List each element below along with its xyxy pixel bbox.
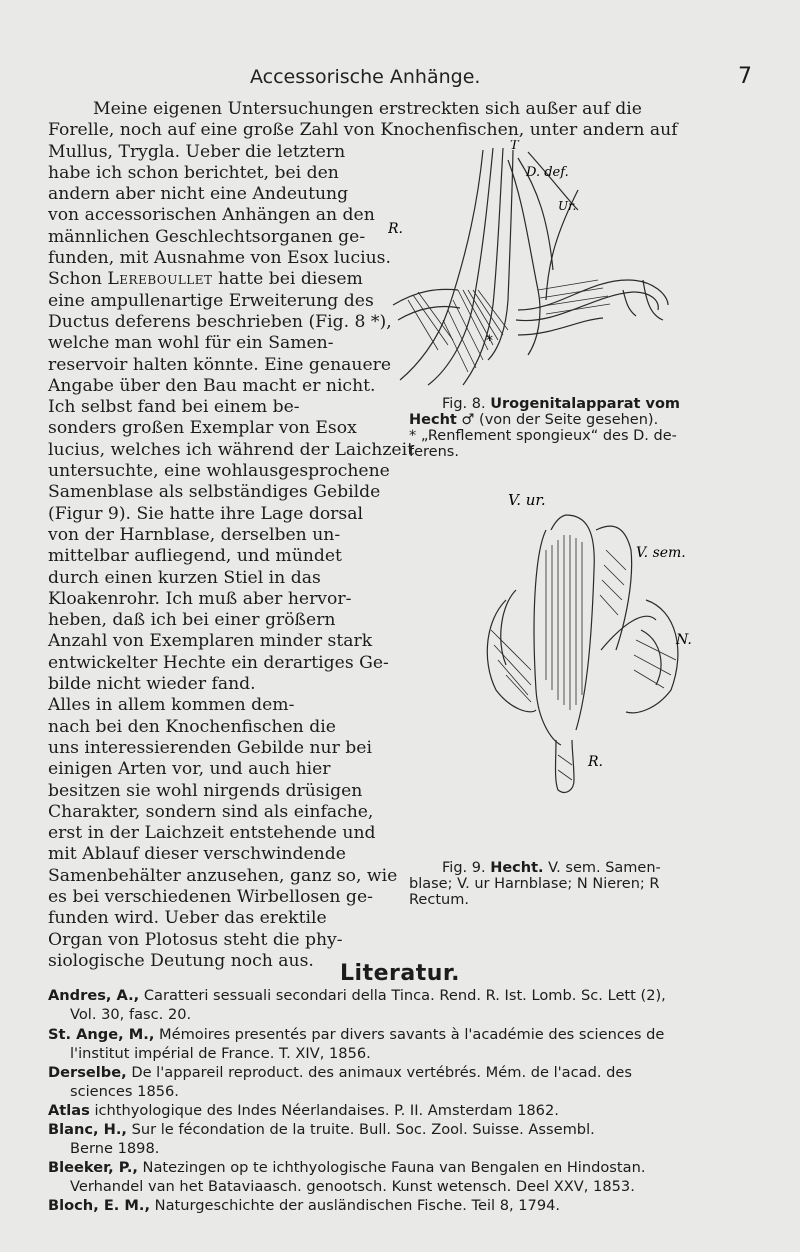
literature-author: St. Ange, M., <box>48 1026 155 1043</box>
page-header <box>0 62 800 96</box>
page-number: 7 <box>738 64 752 89</box>
figure-8-drawing <box>388 140 678 388</box>
body-line: (Figur 9). Sie hatte ihre Lage dorsal <box>48 503 363 524</box>
figure-9-caption-subject: Hecht. <box>490 860 544 876</box>
body-line: Kloakenrohr. Ich muß aber hervor- <box>48 588 352 609</box>
running-head: Accessorische Anhänge. <box>250 66 481 88</box>
body-line: besitzen sie wohl nirgends drüsigen <box>48 780 363 801</box>
body-line: Samenbehälter anzusehen, ganz so, wie <box>48 865 398 886</box>
literature-entry <box>48 1064 768 1101</box>
figure-8-caption-note: * „Renflement spongieux“ des D. de- <box>409 428 677 444</box>
author-name: Lereboullet <box>107 269 213 290</box>
figure-9-caption-text: V. sem. Samen- <box>543 860 661 876</box>
literature-text: Naturgeschichte der ausländischen Fische. Teil 8, 1794. <box>150 1197 561 1214</box>
literature-entry <box>48 987 768 1024</box>
body-line: reservoir halten könnte. Eine genauere <box>48 354 392 375</box>
figure-9-label-v-sem: V. sem. <box>636 545 686 561</box>
figure-9-label-n: N. <box>676 632 692 648</box>
literature-author: Bleeker, P., <box>48 1159 138 1176</box>
figure-9-caption-line-2: blase; V. ur Harnblase; N Nieren; R <box>409 876 660 892</box>
figure-8-caption-number: Fig. 8. <box>442 396 491 412</box>
literature-entry <box>48 1197 768 1216</box>
literature-text: Natezingen op te ichthyologische Fauna van Bengalen en Hindostan. <box>137 1159 646 1176</box>
body-line: Organ von Plotosus steht die phy- <box>48 929 343 950</box>
body-line: Charakter, sondern sind als einfache, <box>48 801 374 822</box>
body-line: untersuchte, eine wohlausgesprochene <box>48 461 390 482</box>
body-line: Schon Lereboullet hatte bei diesem <box>48 269 363 290</box>
body-line: Anzahl von Exemplaren minder stark <box>48 631 373 652</box>
body-line: sonders großen Exemplar von Esox <box>48 418 357 439</box>
literature-entry <box>48 1026 768 1063</box>
literature-text-continued: sciences 1856. <box>70 1082 179 1100</box>
body-line: eine ampullenartige Erweiterung des <box>48 290 374 311</box>
body-line: es bei verschiedenen Wirbellosen ge- <box>48 886 373 907</box>
literature-text: ichthyologique des Indes Néerlandaises. P. II. Amsterdam 1862. <box>89 1102 559 1119</box>
figure-8-label-top: T <box>510 140 519 153</box>
literature-text-continued: Verhandel van het Bataviaasch. genootsch. Kunst wetensch. Deel XXV, 1853. <box>70 1177 635 1195</box>
body-line: uns interessierenden Gebilde nur bei <box>48 737 372 758</box>
figure-8-caption-subject: Hecht <box>409 412 457 428</box>
figure-9-drawing <box>476 490 706 800</box>
body-line: heben, daß ich bei einer größern <box>48 610 336 631</box>
body-line: habe ich schon berichtet, bei den <box>48 162 339 183</box>
literature-author: Bloch, E. M., <box>48 1197 151 1214</box>
body-line: männlichen Geschlechtsorganen ge- <box>48 226 366 247</box>
literature-author: Blanc, H., <box>48 1121 127 1138</box>
figure-8-label-d-def: D. def. <box>526 165 569 180</box>
literature-text-continued: Berne 1898. <box>70 1139 160 1157</box>
body-line: einigen Arten vor, und auch hier <box>48 759 331 780</box>
literature-author: Atlas <box>48 1102 90 1119</box>
body-line: Ich selbst fand bei einem be- <box>48 397 300 418</box>
body-line: lucius, welches ich während der Laichzeit <box>48 439 414 460</box>
body-line: funden wird. Ueber das erektile <box>48 908 327 929</box>
body-line: siologische Deutung noch aus. <box>48 950 314 971</box>
literature-text: Sur le fécondation de la truite. Bull. Soc. Zool. Suisse. Assembl. <box>126 1121 595 1138</box>
body-line: bilde nicht wieder fand. <box>48 674 256 695</box>
body-line: durch einen kurzen Stiel in das <box>48 567 321 588</box>
figure-8-caption-view: ♂ (von der Seite gesehen). <box>456 412 659 428</box>
literature-author: Derselbe, <box>48 1064 127 1081</box>
figure-8-caption-title: Urogenitalapparat vom <box>490 396 681 412</box>
body-line: von accessorischen Anhängen an den <box>48 205 375 226</box>
literature-entry <box>48 1102 768 1121</box>
figure-9-caption-number: Fig. 9. <box>442 860 491 876</box>
body-line: Alles in allem kommen dem- <box>48 695 295 716</box>
body-line: erst in der Laichzeit entstehende und <box>48 823 376 844</box>
body-line: Mullus, Trygla. Ueber die letztern <box>48 141 346 162</box>
figure-9-label-r: R. <box>588 754 603 770</box>
body-line: welche man wohl für ein Samen- <box>48 333 334 354</box>
body-line: von der Harnblase, derselben un- <box>48 524 341 545</box>
literature-text-continued: Vol. 30, fasc. 20. <box>70 1005 192 1023</box>
body-column <box>48 141 414 973</box>
intro-line: Forelle, noch auf eine große Zahl von Knochenfischen, unter andern auf <box>48 120 678 141</box>
body-line: Ductus deferens beschrieben (Fig. 8 *), <box>48 311 392 332</box>
figure-8-caption <box>409 396 769 460</box>
literature-text: Mémoires presentés par divers savants à l'académie des sciences de <box>154 1026 665 1043</box>
figure-8-label-r: R. <box>388 221 403 237</box>
literature-text: De l'appareil reproduct. des animaux vertébrés. Mém. de l'acad. des <box>126 1064 632 1081</box>
literature-author: Andres, A., <box>48 987 140 1004</box>
literature-text-continued: l'institut impérial de France. T. XIV, 1856. <box>70 1044 371 1062</box>
figure-9-illustration <box>476 490 706 800</box>
body-line: Angabe über den Bau macht er nicht. <box>48 375 376 396</box>
body-line: mittelbar aufliegend, und mündet <box>48 546 342 567</box>
body-line: Samenblase als selbständiges Gebilde <box>48 482 381 503</box>
figure-9-label-v-ur: V. ur. <box>508 491 546 509</box>
body-line: entwickelter Hechte ein derartiges Ge- <box>48 652 389 673</box>
body-line: mit Ablauf dieser verschwindende <box>48 844 346 865</box>
literature-heading: Literatur. <box>340 961 460 986</box>
literature-entry <box>48 1159 768 1196</box>
figure-9-caption <box>409 860 769 908</box>
intro-paragraph <box>48 99 768 142</box>
body-line: andern aber nicht eine Andeutung <box>48 184 349 205</box>
body-line: nach bei den Knochenfischen die <box>48 716 336 737</box>
figure-8-caption-note-end: ferens. <box>409 444 459 460</box>
svg-text:*: * <box>486 333 493 349</box>
body-line: funden, mit Ausnahme von Esox lucius. <box>48 248 391 269</box>
figure-9-caption-line-3: Rectum. <box>409 892 469 908</box>
literature-entry <box>48 1121 768 1158</box>
figure-8-illustration <box>388 140 678 388</box>
intro-line: Meine eigenen Untersuchungen erstreckten sich außer auf die <box>93 99 642 119</box>
literature-text: Caratteri sessuali secondari della Tinca. Rend. R. Ist. Lomb. Sc. Lett (2), <box>139 987 666 1004</box>
figure-8-label-ur: Ur. <box>558 199 577 213</box>
